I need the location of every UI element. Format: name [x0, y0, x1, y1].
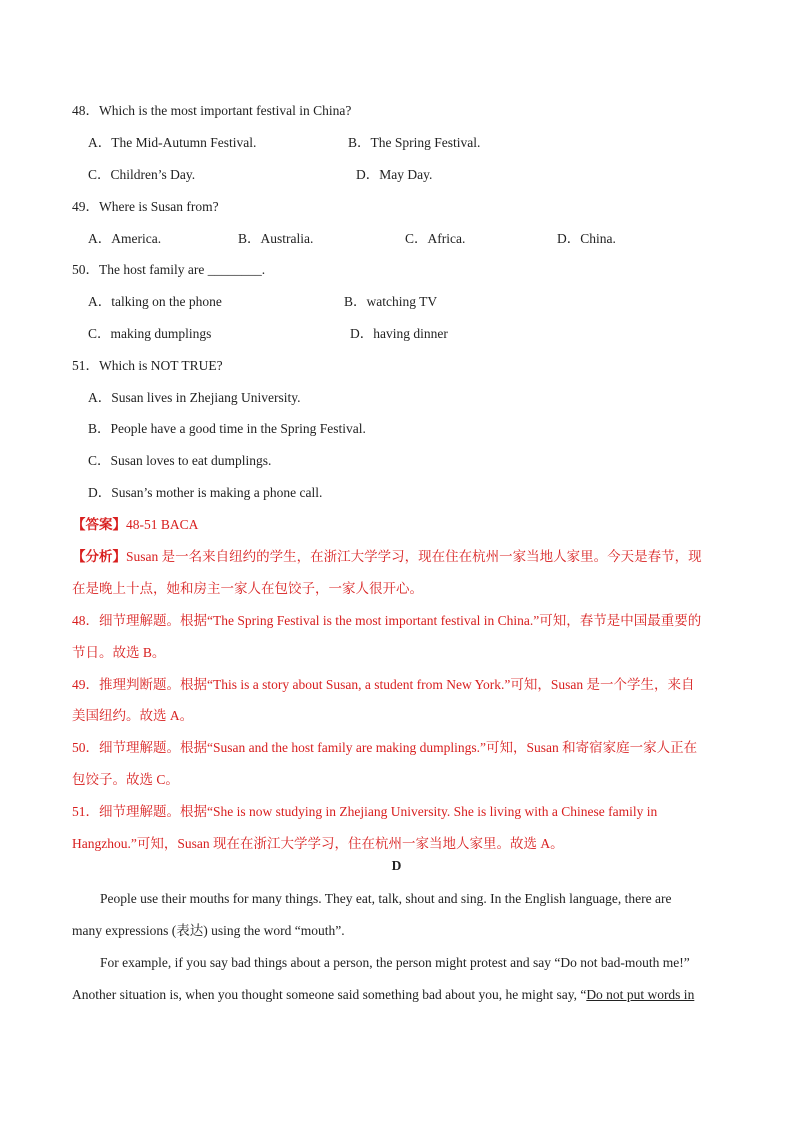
explanation-49-line-2: 美国纽约。故选 A。	[72, 708, 194, 723]
q50-option-b: B．watching TV	[344, 294, 438, 309]
analysis-tag: 【分析】	[72, 549, 126, 564]
underlined-phrase: Do not put words in	[586, 987, 695, 1002]
q49-option-d: D．China.	[557, 231, 616, 246]
analysis-summary-2: 在是晚上十点，她和房主一家人在包饺子，一家人很开心。	[72, 581, 423, 596]
q48-option-d: D．May Day.	[356, 167, 433, 182]
q49-option-a: A．America.	[88, 231, 162, 246]
q50-option-c: C．making dumplings	[88, 326, 212, 341]
passage-p2-line-1: For example, if you say bad things about a person, the person might protest and say “Do not bad-mouth me!”	[100, 955, 690, 970]
q48-option-b: B．The Spring Festival.	[348, 135, 481, 150]
explanation-50-line-2: 包饺子。故选 C。	[72, 772, 179, 787]
analysis-summary-1: Susan 是一名来自纽约的学生，在浙江大学学习，现在住在杭州一家当地人家里。今天是春节，现	[126, 549, 702, 564]
answer-text: 48-51 BACA	[126, 517, 199, 532]
q48-option-c: C．Children’s Day.	[88, 167, 196, 182]
passage-p1-line-2: many expressions (表达) using the word “mouth”.	[72, 923, 345, 938]
explanation-48-line-2: 节日。故选 B。	[72, 645, 166, 660]
question-49-stem: 49．Where is Susan from?	[72, 199, 219, 214]
answer-line	[72, 516, 198, 534]
q49-option-b: B．Australia.	[238, 231, 314, 246]
q48-option-a: A．The Mid-Autumn Festival.	[88, 135, 257, 150]
explanation-51-line-1: 51．细节理解题。根据“She is now studying in Zhejiang University. She is living with a Chinese family in	[72, 804, 658, 819]
section-heading: D	[391, 858, 402, 873]
q51-option-b: B．People have a good time in the Spring Festival.	[88, 421, 366, 436]
explanation-50-line-1: 50．细节理解题。根据“Susan and the host family are making dumplings.”可知，Susan 和寄宿家庭一家人正在	[72, 740, 698, 755]
explanation-49-line-1: 49．推理判断题。根据“This is a story about Susan, a student from New York.”可知，Susan 是一个学生，来自	[72, 677, 695, 692]
q49-option-c: C．Africa.	[405, 231, 466, 246]
explanation-51-line-2: Hangzhou.”可知，Susan 现在在浙江大学学习，住在杭州一家当地人家里。故选 A。	[72, 836, 564, 851]
q50-option-a: A．talking on the phone	[88, 294, 222, 309]
answer-tag: 【答案】	[72, 517, 126, 532]
passage-p1-line-1: People use their mouths for many things. They eat, talk, shout and sing. In the English language, there are	[100, 891, 672, 906]
question-48-stem: 48．Which is the most important festival in China?	[72, 103, 352, 118]
question-50-stem: 50．The host family are ________.	[72, 262, 266, 277]
passage-p2-line-2	[72, 986, 694, 1004]
q51-option-c: C．Susan loves to eat dumplings.	[88, 453, 272, 468]
q51-option-a: A．Susan lives in Zhejiang University.	[88, 390, 301, 405]
q50-option-d: D．having dinner	[350, 326, 448, 341]
explanation-48-line-1: 48．细节理解题。根据“The Spring Festival is the most important festival in China.”可知，春节是中国最重要的	[72, 613, 702, 628]
q51-option-d: D．Susan’s mother is making a phone call.	[88, 485, 323, 500]
passage-p2-text: Another situation is, when you thought someone said something bad about you, he might say, “	[72, 987, 587, 1002]
analysis-line-1	[72, 548, 702, 566]
question-51-stem: 51．Which is NOT TRUE?	[72, 358, 223, 373]
